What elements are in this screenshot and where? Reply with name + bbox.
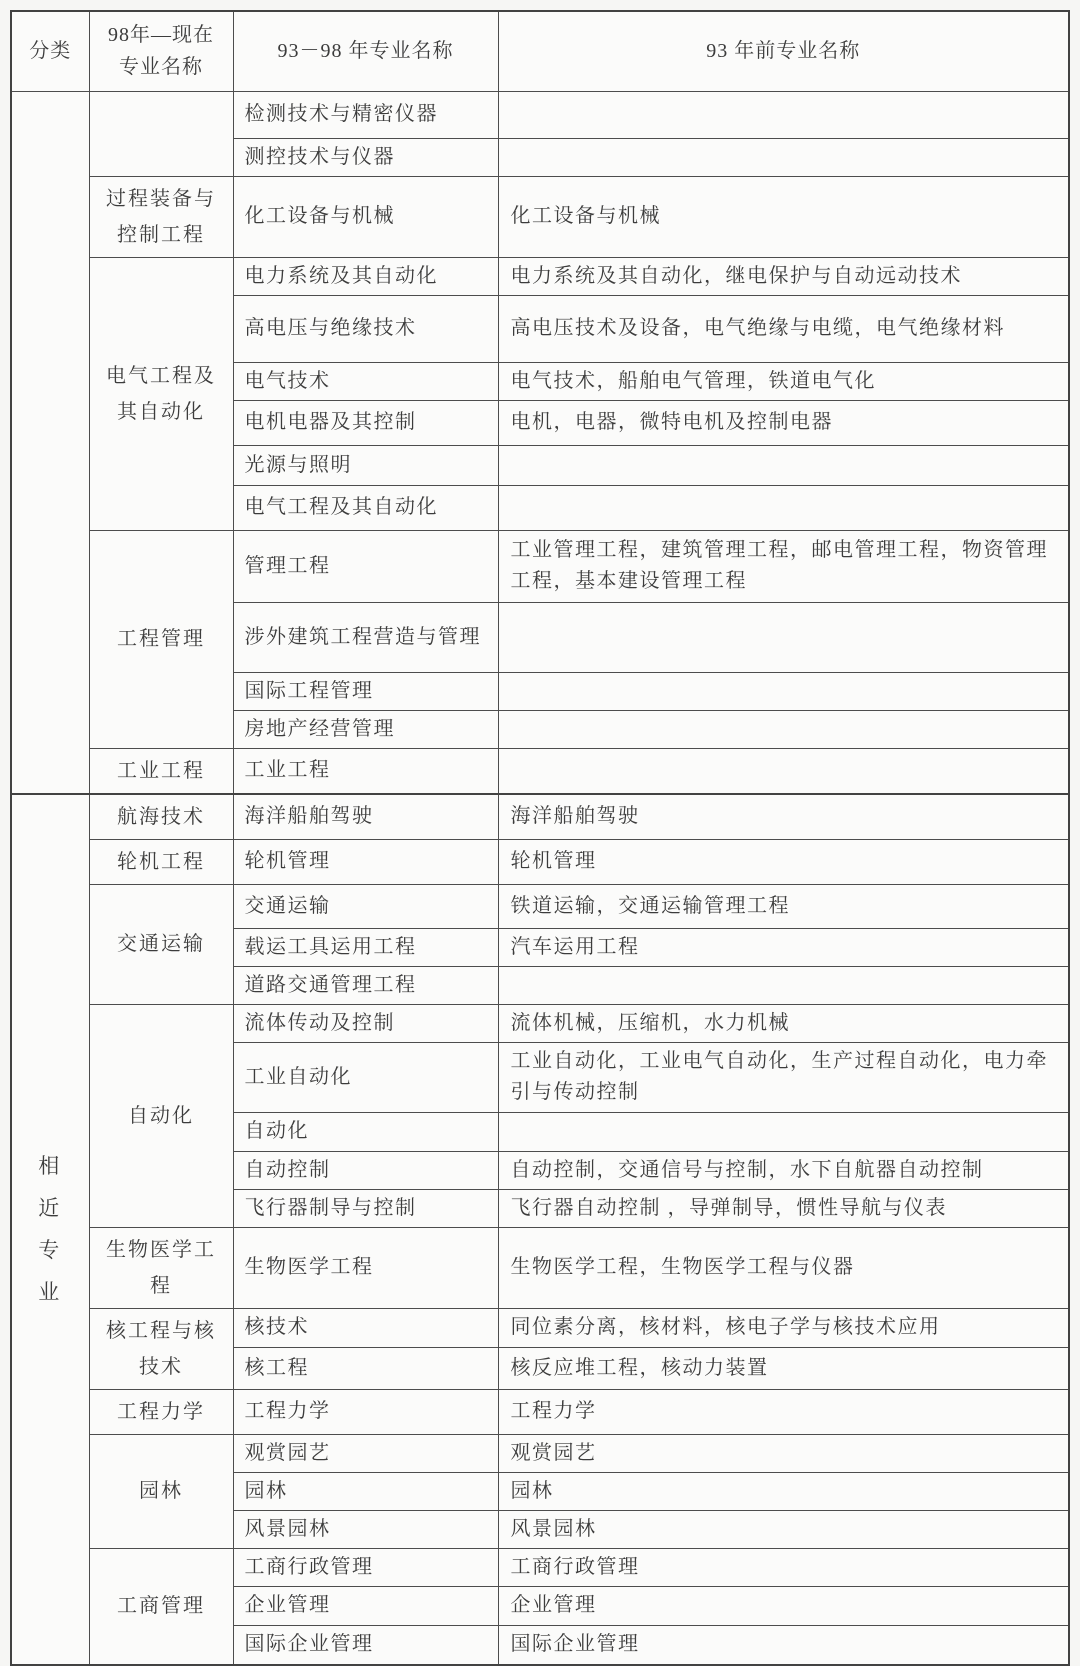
- group-label-cell: 交通运输: [89, 884, 233, 1004]
- table-row: [11, 1308, 1069, 1347]
- table-row: [11, 1389, 1069, 1434]
- group-label-cell: 航海技术: [89, 794, 233, 840]
- major-93-98-cell: 工商行政管理: [233, 1548, 498, 1586]
- header-pre-93-major: 93 年前专业名称: [498, 11, 1069, 91]
- category-cell: 相近专业: [11, 794, 89, 1666]
- major-pre-93-cell: [498, 966, 1069, 1004]
- major-93-98-cell: 工业自动化: [233, 1042, 498, 1112]
- major-93-98-cell: 工程力学: [233, 1389, 498, 1434]
- table-row: [11, 91, 1069, 138]
- major-pre-93-cell: 核反应堆工程，核动力装置: [498, 1347, 1069, 1389]
- group-label-cell: 工商管理: [89, 1548, 233, 1665]
- major-93-98-cell: 流体传动及控制: [233, 1004, 498, 1042]
- major-pre-93-cell: [498, 602, 1069, 672]
- group-label-cell: 自动化: [89, 1004, 233, 1227]
- major-pre-93-cell: [498, 485, 1069, 530]
- group-label-cell: 核工程与核技术: [89, 1308, 233, 1389]
- major-pre-93-cell: [498, 91, 1069, 138]
- major-93-98-cell: 光源与照明: [233, 445, 498, 485]
- group-label-cell: 工程管理: [89, 530, 233, 748]
- major-93-98-cell: 道路交通管理工程: [233, 966, 498, 1004]
- major-pre-93-cell: 同位素分离，核材料，核电子学与核技术应用: [498, 1308, 1069, 1347]
- major-93-98-cell: 企业管理: [233, 1586, 498, 1625]
- table-row: [11, 884, 1069, 928]
- major-pre-93-cell: [498, 138, 1069, 176]
- major-pre-93-cell: 高电压技术及设备，电气绝缘与电缆，电气绝缘材料: [498, 295, 1069, 362]
- major-pre-93-cell: [498, 1112, 1069, 1151]
- major-pre-93-cell: 化工设备与机械: [498, 176, 1069, 257]
- major-93-98-cell: 生物医学工程: [233, 1227, 498, 1308]
- major-93-98-cell: 风景园林: [233, 1510, 498, 1548]
- group-label-cell: 过程装备与控制工程: [89, 176, 233, 257]
- major-93-98-cell: 观赏园艺: [233, 1434, 498, 1472]
- group-label-cell: 工程力学: [89, 1389, 233, 1434]
- group-label-cell: 轮机工程: [89, 839, 233, 884]
- table-row: [11, 1548, 1069, 1586]
- group-label-cell: [89, 91, 233, 176]
- major-93-98-cell: 载运工具运用工程: [233, 928, 498, 966]
- major-93-98-cell: 飞行器制导与控制: [233, 1189, 498, 1227]
- table-row: [11, 257, 1069, 295]
- table-row: [11, 530, 1069, 602]
- majors-mapping-table: [10, 10, 1070, 1666]
- major-pre-93-cell: 飞行器自动控制 ，导弹制导，惯性导航与仪表: [498, 1189, 1069, 1227]
- major-pre-93-cell: 海洋船舶驾驶: [498, 794, 1069, 840]
- major-93-98-cell: 自动控制: [233, 1151, 498, 1189]
- table-row: [11, 839, 1069, 884]
- table-row: [11, 748, 1069, 794]
- major-93-98-cell: 工业工程: [233, 748, 498, 794]
- table-body: [11, 91, 1069, 1665]
- major-pre-93-cell: 园林: [498, 1472, 1069, 1510]
- major-93-98-cell: 电机电器及其控制: [233, 400, 498, 445]
- group-label-cell: 电气工程及其自动化: [89, 257, 233, 530]
- major-pre-93-cell: 铁道运输，交通运输管理工程: [498, 884, 1069, 928]
- major-93-98-cell: 高电压与绝缘技术: [233, 295, 498, 362]
- table-row: [11, 1004, 1069, 1042]
- major-93-98-cell: 自动化: [233, 1112, 498, 1151]
- major-pre-93-cell: 汽车运用工程: [498, 928, 1069, 966]
- major-pre-93-cell: [498, 672, 1069, 710]
- major-93-98-cell: 电气工程及其自动化: [233, 485, 498, 530]
- major-93-98-cell: 管理工程: [233, 530, 498, 602]
- major-93-98-cell: 交通运输: [233, 884, 498, 928]
- major-pre-93-cell: 企业管理: [498, 1586, 1069, 1625]
- major-93-98-cell: 国际工程管理: [233, 672, 498, 710]
- major-93-98-cell: 涉外建筑工程营造与管理: [233, 602, 498, 672]
- major-pre-93-cell: 工程力学: [498, 1389, 1069, 1434]
- major-pre-93-cell: 流体机械，压缩机，水力机械: [498, 1004, 1069, 1042]
- major-pre-93-cell: 国际企业管理: [498, 1625, 1069, 1665]
- major-93-98-cell: 房地产经营管理: [233, 710, 498, 748]
- major-pre-93-cell: 自动控制，交通信号与控制，水下自航器自动控制: [498, 1151, 1069, 1189]
- major-pre-93-cell: [498, 748, 1069, 794]
- major-93-98-cell: 测控技术与仪器: [233, 138, 498, 176]
- table-header: [11, 11, 1069, 91]
- major-93-98-cell: 轮机管理: [233, 839, 498, 884]
- major-93-98-cell: 国际企业管理: [233, 1625, 498, 1665]
- header-93-98-major: 93－98 年专业名称: [233, 11, 498, 91]
- group-label-cell: 工业工程: [89, 748, 233, 794]
- major-93-98-cell: 核技术: [233, 1308, 498, 1347]
- table-row: [11, 1227, 1069, 1308]
- major-93-98-cell: 核工程: [233, 1347, 498, 1389]
- major-pre-93-cell: 电机，电器，微特电机及控制电器: [498, 400, 1069, 445]
- major-pre-93-cell: 工业自动化，工业电气自动化，生产过程自动化，电力牵引与传动控制: [498, 1042, 1069, 1112]
- major-93-98-cell: 电气技术: [233, 362, 498, 400]
- major-pre-93-cell: 轮机管理: [498, 839, 1069, 884]
- category-cell: [11, 91, 89, 794]
- table-row: [11, 176, 1069, 257]
- major-93-98-cell: 电力系统及其自动化: [233, 257, 498, 295]
- table-row: [11, 794, 1069, 840]
- major-93-98-cell: 园林: [233, 1472, 498, 1510]
- table-row: [11, 1434, 1069, 1472]
- major-93-98-cell: 化工设备与机械: [233, 176, 498, 257]
- major-pre-93-cell: 电力系统及其自动化，继电保护与自动远动技术: [498, 257, 1069, 295]
- major-93-98-cell: 海洋船舶驾驶: [233, 794, 498, 840]
- major-pre-93-cell: [498, 710, 1069, 748]
- major-pre-93-cell: 电气技术，船舶电气管理，铁道电气化: [498, 362, 1069, 400]
- major-pre-93-cell: 观赏园艺: [498, 1434, 1069, 1472]
- major-pre-93-cell: [498, 445, 1069, 485]
- major-pre-93-cell: 风景园林: [498, 1510, 1069, 1548]
- header-category: 分类: [11, 11, 89, 91]
- group-label-cell: 园林: [89, 1434, 233, 1548]
- group-label-cell: 生物医学工程: [89, 1227, 233, 1308]
- header-current-major: 98年—现在专业名称: [89, 11, 233, 91]
- major-pre-93-cell: 工商行政管理: [498, 1548, 1069, 1586]
- major-pre-93-cell: 生物医学工程，生物医学工程与仪器: [498, 1227, 1069, 1308]
- major-93-98-cell: 检测技术与精密仪器: [233, 91, 498, 138]
- major-pre-93-cell: 工业管理工程，建筑管理工程，邮电管理工程，物资管理工程，基本建设管理工程: [498, 530, 1069, 602]
